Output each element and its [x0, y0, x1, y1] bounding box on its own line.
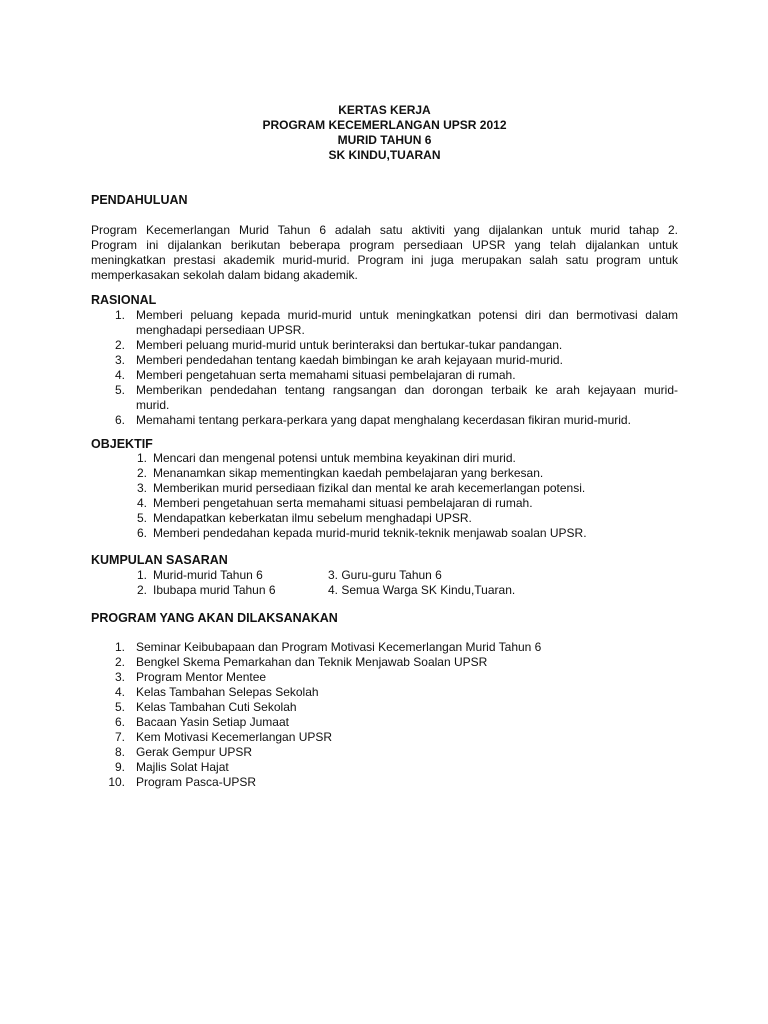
list-item	[91, 338, 678, 353]
list-text: Memberi pengetahuan serta memahami situasi pembelajaran di rumah.	[153, 496, 533, 510]
list-number: 7.	[114, 730, 125, 744]
list-item	[91, 730, 678, 745]
list-text: Gerak Gempur UPSR	[136, 745, 253, 759]
sasaran-left: Ibubapa murid Tahun 6	[153, 583, 276, 597]
paragraph-line: Program Kecemerlangan Murid Tahun 6 adalah satu aktiviti yang dijalankan untuk murid tahap 2.	[91, 223, 678, 237]
list-text: Memberikan pendedahan tentang rangsangan dan dorongan terbaik ke arah kejayaan murid-	[136, 383, 678, 397]
list-number: 4.	[114, 368, 125, 382]
list-item	[91, 511, 678, 526]
list-text: Memberi pendedahan tentang kaedah bimbingan ke arah kejayaan murid-murid.	[136, 353, 563, 367]
rasional-list	[91, 308, 678, 428]
list-item	[91, 368, 678, 383]
list-item	[91, 775, 678, 790]
list-number: 5.	[136, 511, 147, 525]
list-item	[91, 670, 678, 685]
title-line-2: PROGRAM KECEMERLANGAN UPSR 2012	[262, 118, 507, 132]
list-number: 2.	[114, 655, 125, 669]
list-item	[91, 655, 678, 670]
sasaran-row	[91, 568, 678, 583]
list-text: Mencari dan mengenal potensi untuk membina keyakinan diri murid.	[153, 451, 516, 465]
heading-pendahuluan: PENDAHULUAN	[91, 193, 188, 207]
list-number: 1.	[136, 451, 147, 465]
kumpulan-sasaran-table	[91, 568, 678, 598]
sasaran-right: 3. Guru-guru Tahun 6	[328, 568, 442, 582]
heading-kumpulan-sasaran: KUMPULAN SASARAN	[91, 553, 228, 567]
list-text: Kelas Tambahan Cuti Sekolah	[136, 700, 297, 714]
list-number: 10.	[108, 775, 125, 789]
list-text: Program Mentor Mentee	[136, 670, 267, 684]
list-item	[91, 308, 678, 338]
list-text: Bacaan Yasin Setiap Jumaat	[136, 715, 289, 729]
pendahuluan-paragraph	[91, 223, 678, 283]
list-text: Program Pasca-UPSR	[136, 775, 257, 789]
list-number: 2.	[136, 466, 147, 480]
sasaran-left: Murid-murid Tahun 6	[153, 568, 263, 582]
list-item	[91, 760, 678, 775]
title-line-3: MURID TAHUN 6	[337, 133, 432, 147]
list-text: Memberi pengetahuan serta memahami situasi pembelajaran di rumah.	[136, 368, 516, 382]
list-number: 3.	[136, 481, 147, 495]
list-item	[91, 715, 678, 730]
heading-objektif: OBJEKTIF	[91, 437, 153, 451]
sasaran-row	[91, 583, 678, 598]
sasaran-right: 4. Semua Warga SK Kindu,Tuaran.	[328, 583, 516, 597]
list-text: Majlis Solat Hajat	[136, 760, 229, 774]
list-item	[91, 700, 678, 715]
list-item	[91, 685, 678, 700]
list-item	[91, 526, 678, 541]
list-text: murid.	[136, 398, 170, 412]
paragraph-line: meningkatkan prestasi akademik murid-murid. Program ini juga merupakan salah satu program untuk	[91, 253, 678, 267]
list-number: 1.	[114, 308, 125, 322]
list-item	[91, 451, 678, 466]
list-number: 9.	[114, 760, 125, 774]
list-text: Mendapatkan keberkatan ilmu sebelum menghadapi UPSR.	[153, 511, 472, 525]
list-number: 4.	[136, 496, 147, 510]
list-number: 2.	[136, 583, 147, 597]
list-item	[91, 496, 678, 511]
list-text: Memberi pendedahan kepada murid-murid teknik-teknik menjawab soalan UPSR.	[153, 526, 587, 540]
list-text: Bengkel Skema Pemarkahan dan Teknik Menjawab Soalan UPSR	[136, 655, 488, 669]
list-text: Kelas Tambahan Selepas Sekolah	[136, 685, 319, 699]
list-item	[91, 640, 678, 655]
list-text: Memberi peluang kepada murid-murid untuk meningkatkan potensi diri dan bermotivasi dalam	[136, 308, 678, 322]
list-number: 8.	[114, 745, 125, 759]
list-text: menghadapi persediaan UPSR.	[136, 323, 305, 337]
objektif-list	[91, 451, 678, 541]
heading-rasional: RASIONAL	[91, 293, 157, 307]
list-number: 1.	[114, 640, 125, 654]
list-text: Memahami tentang perkara-perkara yang dapat menghalang kecerdasan fikiran murid-murid.	[136, 413, 631, 427]
list-number: 6.	[114, 413, 125, 427]
list-text: Memberi peluang murid-murid untuk berinteraksi dan bertukar-tukar pandangan.	[136, 338, 563, 352]
list-text: Menanamkan sikap mementingkan kaedah pembelajaran yang berkesan.	[153, 466, 544, 480]
list-number: 3.	[114, 670, 125, 684]
list-number: 6.	[114, 715, 125, 729]
list-item	[91, 413, 678, 428]
list-number: 4.	[114, 685, 125, 699]
list-number: 1.	[136, 568, 147, 582]
title-line-4: SK KINDU,TUARAN	[328, 148, 441, 162]
list-item	[91, 353, 678, 368]
list-number: 2.	[114, 338, 125, 352]
list-number: 5.	[114, 700, 125, 714]
list-number: 6.	[136, 526, 147, 540]
list-item	[91, 466, 678, 481]
title-line-1: KERTAS KERJA	[338, 103, 431, 117]
list-item	[91, 383, 678, 413]
list-text: Memberikan murid persediaan fizikal dan mental ke arah kecemerlangan potensi.	[153, 481, 586, 495]
list-text: Seminar Keibubapaan dan Program Motivasi Kecemerlangan Murid Tahun 6	[136, 640, 542, 654]
list-text: Kem Motivasi Kecemerlangan UPSR	[136, 730, 333, 744]
list-item	[91, 745, 678, 760]
heading-program: PROGRAM YANG AKAN DILAKSANAKAN	[91, 611, 338, 625]
program-list	[91, 640, 678, 790]
paragraph-line: Program ini dijalankan berikutan beberapa program persediaan UPSR yang telah dijalankan untuk	[91, 238, 678, 252]
list-item	[91, 481, 678, 496]
paragraph-line: memperkasakan sekolah dalam bidang akademik.	[91, 268, 358, 282]
document-title	[91, 103, 678, 163]
list-number: 3.	[114, 353, 125, 367]
list-number: 5.	[114, 383, 125, 397]
